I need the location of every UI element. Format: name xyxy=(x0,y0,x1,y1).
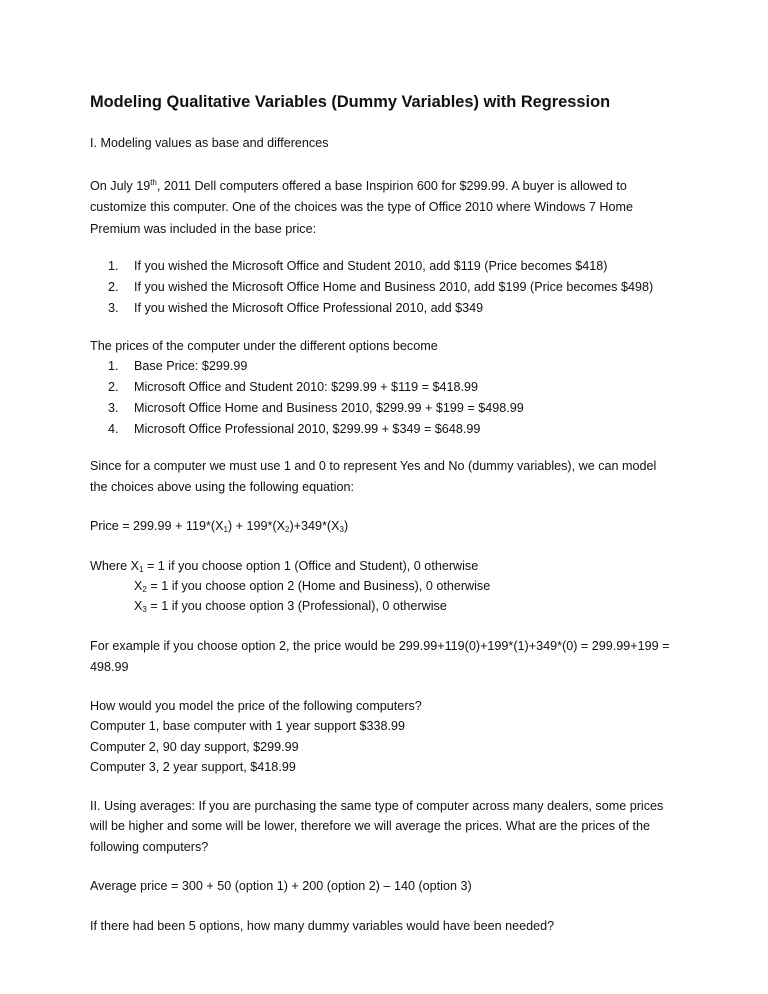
where-line-3: $X_3 = 1$ if you choose option 3 (Professional), 0 otherwise xyxy=(134,599,447,614)
dummy-para-line-1: Since for a computer we must use 1 and 0 to represent Yes and No (dummy variables), we can model xyxy=(90,459,657,473)
average-equation: Average price = 300 + 50 (option 1) + 200 (option 2) – 140 (option 3) xyxy=(90,879,472,893)
question-line-3: Computer 2, 90 day support, $299.99 xyxy=(90,740,299,754)
question-line-4: Computer 3, 2 year support, $418.99 xyxy=(90,760,296,774)
question-line-2: Computer 1, base computer with 1 year support $338.99 xyxy=(90,719,406,733)
example-line-1: For example if you choose option 2, the price would be 299.99+119(0)+199*(1)+349*(0) = 299.99+199 = xyxy=(90,639,670,653)
section-2-line-2: will be higher and some will be lower, therefore we will average the prices. What are the prices of the xyxy=(90,819,650,833)
page-title: Modeling Qualitative Variables (Dummy Variables) with Regression xyxy=(90,93,611,111)
section-2-line-3: following computers? xyxy=(90,840,209,854)
intro-line-1: On July 19th, 2011 Dell computers offered a base Inspirion 600 for $299.99. A buyer is allowed to xyxy=(90,178,627,193)
section-1-heading: I. Modeling values as base and differences xyxy=(90,136,329,150)
example-line-2: 498.99 xyxy=(90,660,129,674)
intro-line-2: customize this computer. One of the choices was the type of Office 2010 where Windows 7 Home xyxy=(90,200,633,214)
where-line-1: Where $X_1 = 1$ if you choose option 1 (Office and Student), 0 otherwise xyxy=(90,559,479,574)
where-line-2: $X_2 = 1$ if you choose option 2 (Home and Business), 0 otherwise xyxy=(134,579,491,594)
final-question: If there had been 5 options, how many dummy variables would have been needed? xyxy=(90,919,555,933)
document-page: Modeling Qualitative Variables (Dummy Variables) with Regression I. Modeling values as base and differences On July 19th, 2011 Dell computers offered a base Inspirion 600 for $299.99. A buyer is allowed to customize this computer. One of the choices was the type of Office 2010 where Windows 7 Home Premium was included in the base price: 1. If you wished the Microsoft Office and Student 2010, add $119 (Price becomes $418) 2. If you wished the Microsoft Office Home and Business 2010, add $199 (Price becomes $498) 3. If you wished the Microsoft Office Professional 2010, add $349 The prices of the computer under the different options become 1. Base Price: $299.99 2. Microsoft Office and Student 2010: $299.99 + $119 = $418.99 3. Microsoft Office Home and Business 2010, $299.99 + $199 = $498.99 4. Microsoft Office Professional 2010, $299.99 + $349 = $648.99 Since for a computer we must use 1 and 0 to represent Yes and No (dummy variables), we can model the choices above using the following equation: Price = $299.99 + 119*(X_1) + 199*(X_2)+349*(X_3)$ Where $X_1 = 1$ if you choose option 1 (Office and Student), 0 otherwise $X_2 = 1$ if you choose option 2 (Home and Business), 0 otherwise $X_3 = 1$ if you choose option 3 (Professional), 0 otherwise For example if you choose option 2, the price would be 299.99+119(0)+199*(1)+349*(0) = 299.99+199 = 498.99 How would you model the price of the following computers? Computer 1, base computer with 1 year support $338.99 Computer 2, 90 day support, $299.99 Computer 3, 2 year support, $418.99 II. Using averages: If you are purchasing the same type of computer across many dealers, some prices will be higher and some will be lower, therefore we will average the prices. What are the prices of the following computers? Average price = 300 + 50 (option 1) + 200 (option 2) – 140 (option 3) If there had been 5 options, how many dummy variables would have been needed? xyxy=(90,93,670,933)
question-line-1: How would you model the price of the following computers? xyxy=(90,699,422,713)
section-2-line-1: II. Using averages: If you are purchasing the same type of computer across many dealers, some prices xyxy=(90,799,664,813)
price-equation: Price = $299.99 + 119*(X_1) + 199*(X_2)+349*(X_3)$ xyxy=(90,519,349,534)
prices-intro: The prices of the computer under the different options become xyxy=(90,339,438,353)
intro-line-3: Premium was included in the base price: xyxy=(90,222,317,236)
dummy-para-line-2: the choices above using the following equation: xyxy=(90,480,354,494)
